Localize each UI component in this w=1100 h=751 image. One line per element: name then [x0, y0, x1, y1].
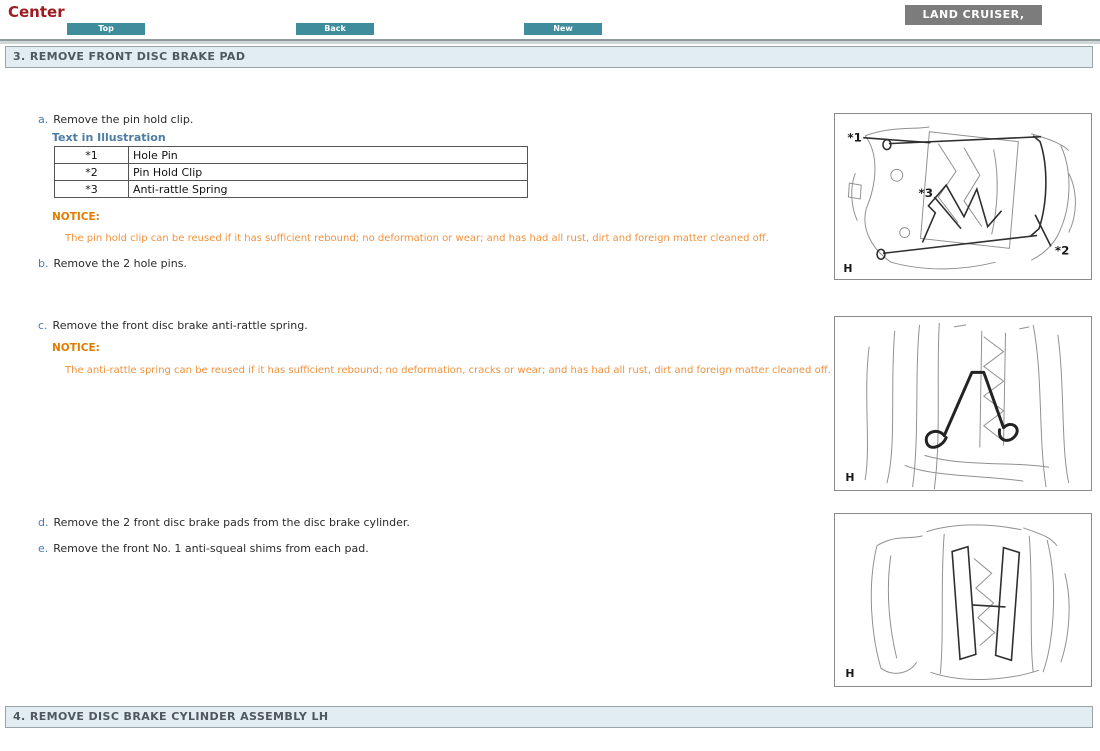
step-text: Remove the pin hold clip.: [53, 113, 194, 126]
step-e: [38, 542, 369, 555]
brake-pads: [952, 547, 1019, 661]
notice-text: The pin hold clip can be reused if it has sufficient rebound; no deformation or wear; and has had all rust, dirt and foreign matter cleaned off.: [65, 233, 769, 244]
divider-rule: [0, 39, 1100, 44]
step-letter: b.: [38, 257, 49, 270]
brake-caliper-illustration: [835, 114, 1091, 279]
hole-pin-bottom: [877, 236, 1037, 260]
step-text: Remove the front No. 1 anti-squeal shims from each pad.: [53, 542, 369, 555]
figure-callout-2: *2: [1054, 243, 1070, 258]
table-row: [55, 164, 528, 181]
top-button[interactable]: Top: [67, 23, 145, 35]
step-a: [38, 113, 193, 126]
figure-corner-mark: H: [845, 667, 855, 681]
figure-callout-3: *3: [918, 185, 933, 200]
figure-corner-mark: H: [843, 262, 853, 276]
key-cell: *1: [55, 147, 129, 164]
step-letter: a.: [38, 113, 49, 126]
step-c: [38, 319, 308, 332]
vehicle-badge: LAND CRUISER,: [905, 5, 1042, 25]
notice-label: NOTICE:: [52, 211, 100, 223]
figure-brake-pads: [834, 513, 1092, 687]
value-cell: Pin Hold Clip: [129, 164, 528, 181]
table-row: [55, 181, 528, 198]
table-row: [55, 147, 528, 164]
figure-pin-hold-clip: [834, 113, 1092, 280]
brake-caliper-illustration: [835, 317, 1091, 490]
figure-callout-1: *1: [847, 130, 862, 145]
step-text: Remove the front disc brake anti-rattle spring.: [52, 319, 308, 332]
figure-corner-mark: H: [845, 471, 855, 485]
step-letter: c.: [38, 319, 48, 332]
value-cell: Hole Pin: [129, 147, 528, 164]
notice-text: The anti-rattle spring can be reused if it has sufficient rebound; no deformation, cracks or wear; and has had all rust, dirt and foreign matter cleaned off.: [65, 365, 831, 376]
step-b: [38, 257, 187, 270]
back-button[interactable]: Back: [296, 23, 374, 35]
page-title: Center: [8, 3, 65, 21]
illustration-key-table: [54, 146, 528, 198]
step-text: Remove the 2 front disc brake pads from the disc brake cylinder.: [53, 516, 410, 529]
key-cell: *3: [55, 181, 129, 198]
section-3-header: 3. REMOVE FRONT DISC BRAKE PAD: [5, 46, 1093, 68]
notice-label: NOTICE:: [52, 342, 100, 354]
section-4-header: 4. REMOVE DISC BRAKE CYLINDER ASSEMBLY LH: [5, 706, 1093, 728]
text-in-illustration-heading: Text in Illustration: [52, 131, 166, 144]
new-button[interactable]: New: [524, 23, 602, 35]
brake-caliper-illustration: [835, 514, 1091, 686]
step-letter: e.: [38, 542, 49, 555]
step-letter: d.: [38, 516, 49, 529]
step-text: Remove the 2 hole pins.: [53, 257, 187, 270]
step-d: [38, 516, 410, 529]
value-cell: Anti-rattle Spring: [129, 181, 528, 198]
anti-rattle-spring-wire: [922, 185, 1001, 242]
key-cell: *2: [55, 164, 129, 181]
figure-anti-rattle-spring: [834, 316, 1092, 491]
